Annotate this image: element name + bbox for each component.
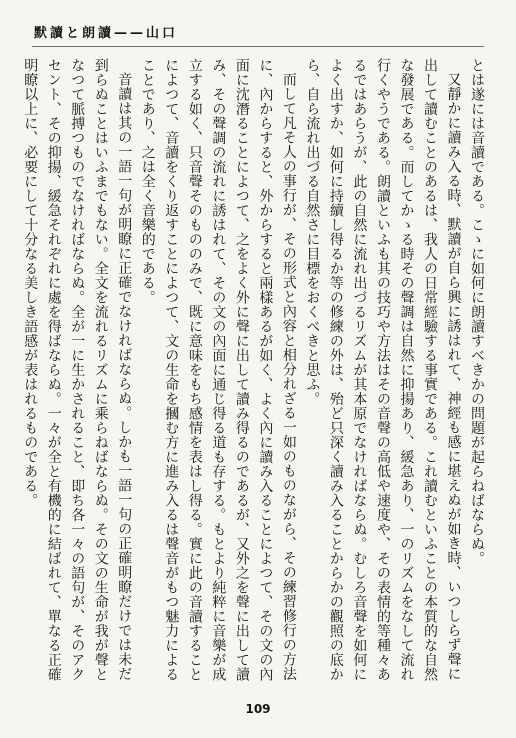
- header-rule: [32, 46, 484, 47]
- running-header: 默讀と朗讀——山口: [34, 26, 179, 41]
- body-text: [22, 58, 488, 686]
- page-number: 109: [245, 702, 271, 716]
- paragraph: とは遂には音讀である。こゝに如何に朗讀すべきかの問題が起らねばならぬ。: [469, 58, 485, 566]
- paragraph: 音讀は其の一語一句が明瞭に正確でなければならぬ。しかも一語一句の正確明瞭だけでは未だ到らぬことはいふまでもない。全文を流れるリズムに乘らねばならぬ。その文の生命が我が聲となつて脈搏つものでなければならぬ。全が一に生かされること、即ち各一々の語句が、そのアクセント、その抑揚、緩急それぞれに處を得ばならぬ。一々が全と有機的に結ばれて、單なる正確明瞭以上に、必要にして十分なる美しき語感が表はれるものである。: [22, 58, 133, 682]
- paragraph: 而して凡そ人の事行が、その形式と內容と相分れざる一如のものながら、その練習修行の方法に、內からすると、外からすると兩樣あるが如く、よく內に讀み入ることによつて、その文の內面に沈潛ることによつて、之をよく外に聲に出して讀み得るのであるが、又外之を聲に出して讀み、その聲調の流れに誘はれて、その文の內面に通じ得る道も存する。もとより純粹に音樂が成立する如く、只音聲そのもののみで、既に意味をもち感情を表はし得る。實に此の音讀することによつて、音讀をくり返すことによつて、文の生命を摑む方に進み入るは聲音がもつ魅力によることであり、之は全く音樂的である。: [139, 58, 297, 682]
- paragraph: 又靜かに讀み入る時、默讀が自ら興に誘はれて、神經も感に堪えぬが如き時、いつしらず聲に出して讀むことのあるは、我人の日常經驗する事實である。これ讀むといふことの本質的な自然な發展である。而してかゝる時その聲調は自然に抑揚あり、緩急あり、一のリズムをなして流れ行くやうである。朗讀といふも其の技巧や方法はその音聲の高低や速度や、その表情的等種々あるではあらうが、此の自然に流れ出づるリズムが其本原でなければならぬ。むしろ音聲を如何によく出すか、如何に持續し得るか等の修練の外は、殆ど只深く讀み入ることからかの觀照の底から、自ら流れ出づる自然さに目標をおくべきと思ふ。: [304, 58, 462, 682]
